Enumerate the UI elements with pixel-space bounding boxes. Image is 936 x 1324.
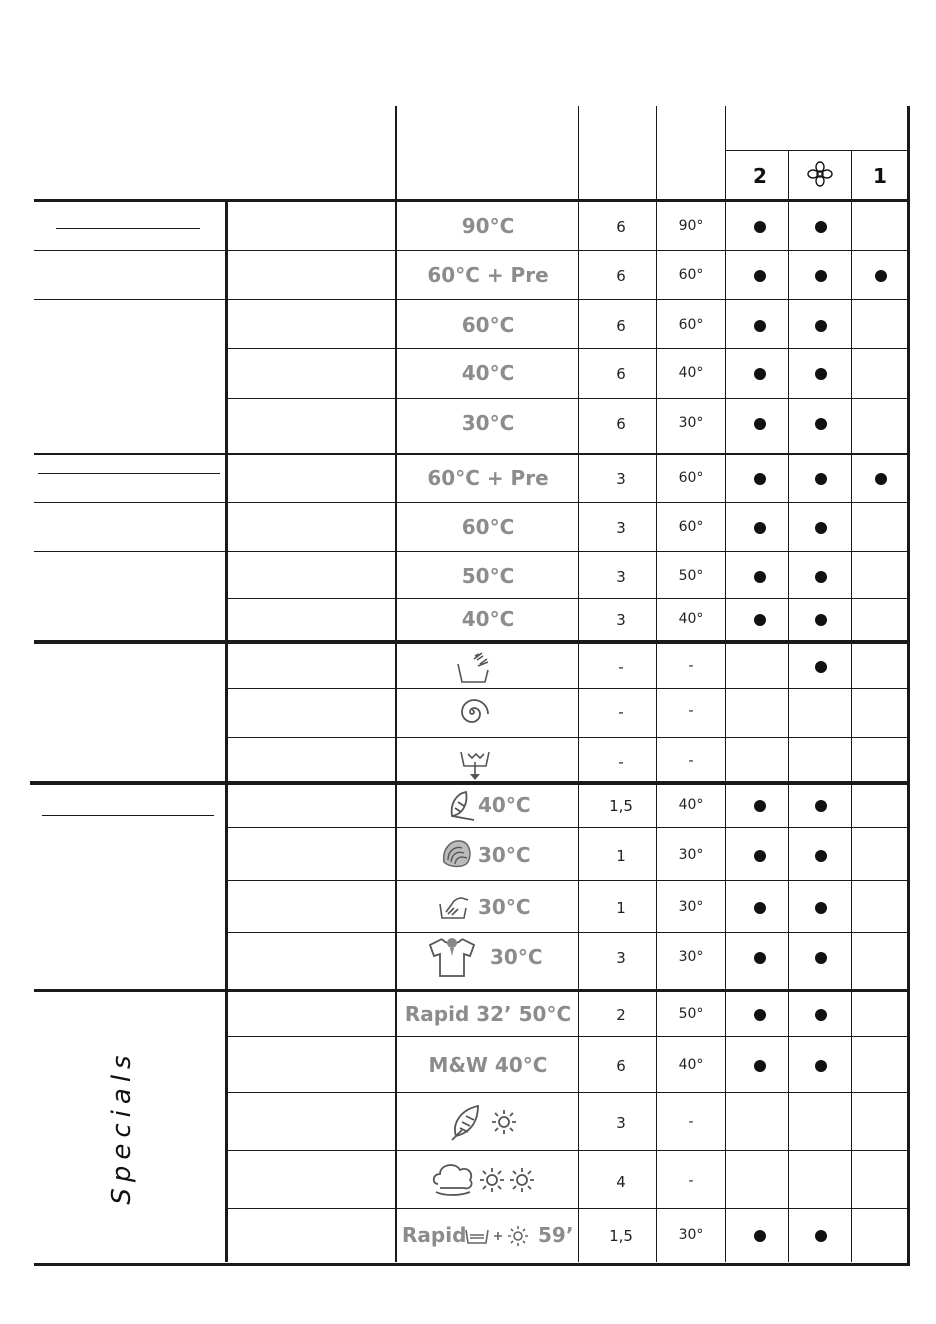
grid-line-h bbox=[226, 1036, 908, 1037]
grid-line-h bbox=[226, 551, 908, 552]
drain-icon bbox=[458, 746, 494, 782]
grid-line-h bbox=[226, 880, 908, 881]
max-load: 2 bbox=[616, 1006, 626, 1024]
max-load: 3 bbox=[616, 519, 626, 537]
program-label: 40°C bbox=[461, 607, 515, 631]
option-dot bbox=[754, 850, 766, 862]
grid-line-h bbox=[226, 1150, 908, 1151]
option-dot bbox=[815, 800, 827, 812]
wash-temp: 30° bbox=[678, 847, 704, 863]
option-dot bbox=[815, 1009, 827, 1021]
grid-line-h bbox=[226, 827, 908, 828]
program-label: 90°C bbox=[461, 214, 515, 238]
max-load: 1,5 bbox=[609, 797, 633, 815]
max-load: - bbox=[618, 658, 624, 676]
max-load: 6 bbox=[616, 218, 626, 236]
program-label: 60°C bbox=[461, 515, 515, 539]
grid-line-h bbox=[226, 1092, 908, 1093]
wash-temp: 40° bbox=[678, 1057, 704, 1073]
option-dot bbox=[815, 850, 827, 862]
option-dot bbox=[815, 1060, 827, 1072]
max-load: 3 bbox=[616, 949, 626, 967]
option-dot bbox=[815, 661, 827, 673]
max-load: 6 bbox=[616, 1057, 626, 1075]
rinse-icon bbox=[455, 652, 493, 686]
grid-line-h bbox=[226, 502, 908, 503]
grid-line-h bbox=[42, 815, 214, 816]
program-label: 40°C bbox=[461, 361, 515, 385]
program-suffix: 59’ bbox=[538, 1223, 574, 1247]
option-dot bbox=[754, 473, 766, 485]
option-dot bbox=[754, 614, 766, 626]
wash-temp: 60° bbox=[678, 317, 704, 333]
max-load: 4 bbox=[616, 1173, 626, 1191]
option-dot bbox=[815, 418, 827, 430]
grid-line-h bbox=[34, 299, 226, 300]
cloud-dry-icon bbox=[430, 1160, 540, 1200]
grid-line-h bbox=[226, 932, 908, 933]
grid-line-h bbox=[226, 1208, 908, 1209]
grid-line-h bbox=[226, 398, 908, 399]
wash-temp: 40° bbox=[678, 611, 704, 627]
option-dot bbox=[754, 571, 766, 583]
grid-line-h bbox=[226, 688, 908, 689]
program-label: Rapid 32’ 50°C bbox=[404, 1002, 572, 1026]
grid-line-h bbox=[226, 299, 908, 300]
wash-temp: 30° bbox=[678, 1227, 704, 1243]
grid-line-v bbox=[788, 150, 789, 1262]
delicate-dry-icon bbox=[448, 1102, 520, 1142]
max-load: 6 bbox=[616, 267, 626, 285]
option-dot bbox=[815, 522, 827, 534]
grid-line-h bbox=[34, 551, 226, 552]
grid-line-h bbox=[226, 453, 908, 455]
option-dot bbox=[815, 320, 827, 332]
program-temp-label: 30°C bbox=[490, 945, 543, 969]
grid-line-h bbox=[34, 640, 226, 644]
delicates-icon bbox=[446, 790, 476, 822]
grid-line-h bbox=[226, 640, 908, 644]
wash-temp: 40° bbox=[678, 365, 704, 381]
grid-line-h bbox=[226, 250, 908, 251]
max-load: 3 bbox=[616, 1114, 626, 1132]
grid-line-v bbox=[578, 106, 579, 1262]
max-load: - bbox=[618, 703, 624, 721]
max-load: 1 bbox=[616, 899, 626, 917]
grid-line-h bbox=[34, 453, 226, 455]
wash-temp: - bbox=[688, 1114, 694, 1130]
flower-icon bbox=[806, 160, 834, 188]
grid-line-h bbox=[226, 989, 908, 992]
option-dot bbox=[754, 902, 766, 914]
option-dot bbox=[815, 952, 827, 964]
program-label: M&W 40°C bbox=[428, 1053, 548, 1077]
max-load: 1 bbox=[616, 847, 626, 865]
wash-temp: 30° bbox=[678, 415, 704, 431]
program-label: 60°C + Pre bbox=[427, 466, 549, 490]
grid-line-v bbox=[395, 106, 397, 1262]
grid-line-h bbox=[226, 348, 908, 349]
grid-line-h bbox=[226, 781, 908, 785]
option-dot bbox=[754, 952, 766, 964]
program-prefix: Rapid bbox=[402, 1223, 467, 1247]
max-load: 6 bbox=[616, 365, 626, 383]
wash-dry-icon bbox=[464, 1223, 542, 1249]
option-dot bbox=[875, 473, 887, 485]
shirt-icon bbox=[426, 936, 478, 978]
option-dot bbox=[815, 368, 827, 380]
option-dot bbox=[815, 1230, 827, 1242]
wash-temp: - bbox=[688, 658, 694, 674]
option-dot bbox=[754, 320, 766, 332]
program-label: 30°C bbox=[461, 411, 515, 435]
wash-temp: 60° bbox=[678, 267, 704, 283]
grid-line-h bbox=[34, 502, 226, 503]
dryness-col-1: 1 bbox=[873, 164, 887, 188]
option-dot bbox=[754, 418, 766, 430]
dryness-col-2: 2 bbox=[753, 164, 767, 188]
option-dot bbox=[754, 1230, 766, 1242]
max-load: 3 bbox=[616, 470, 626, 488]
wash-temp: 30° bbox=[678, 949, 704, 965]
option-dot bbox=[754, 522, 766, 534]
program-label: 50°C bbox=[461, 564, 515, 588]
grid-line-h bbox=[56, 228, 200, 229]
specials-section-label: Specials bbox=[107, 1049, 137, 1205]
grid-line-h bbox=[30, 781, 226, 785]
option-dot bbox=[815, 473, 827, 485]
grid-line-h bbox=[226, 598, 908, 599]
max-load: 3 bbox=[616, 611, 626, 629]
grid-line-v bbox=[225, 200, 228, 1262]
wool-icon bbox=[440, 838, 474, 870]
grid-line-h bbox=[38, 473, 220, 474]
spin-icon bbox=[452, 694, 492, 730]
option-dot bbox=[754, 221, 766, 233]
option-dot bbox=[754, 1060, 766, 1072]
grid-line-h bbox=[34, 199, 908, 202]
wash-temp: 50° bbox=[678, 1006, 704, 1022]
wash-temp: 60° bbox=[678, 470, 704, 486]
option-dot bbox=[815, 614, 827, 626]
grid-line-v bbox=[656, 106, 657, 1262]
wash-temp: - bbox=[688, 703, 694, 719]
program-label: 60°C + Pre bbox=[427, 263, 549, 287]
wash-temp: - bbox=[688, 1173, 694, 1189]
option-dot bbox=[754, 368, 766, 380]
wash-temp: 30° bbox=[678, 899, 704, 915]
option-dot bbox=[754, 800, 766, 812]
wash-temp: 60° bbox=[678, 519, 704, 535]
option-dot bbox=[815, 270, 827, 282]
hand-wash-icon bbox=[438, 894, 472, 922]
option-dot bbox=[815, 221, 827, 233]
max-load: 6 bbox=[616, 415, 626, 433]
wash-temp: - bbox=[688, 753, 694, 769]
wash-temp: 50° bbox=[678, 568, 704, 584]
option-dot bbox=[754, 270, 766, 282]
grid-line-h bbox=[34, 1263, 910, 1266]
max-load: 3 bbox=[616, 568, 626, 586]
program-temp-label: 40°C bbox=[478, 793, 531, 817]
wash-temp: 40° bbox=[678, 797, 704, 813]
wash-temp: 90° bbox=[678, 218, 704, 234]
option-dot bbox=[815, 571, 827, 583]
grid-line-v bbox=[851, 150, 852, 1262]
max-load: - bbox=[618, 753, 624, 771]
grid-line-h bbox=[34, 989, 226, 992]
program-label: 60°C bbox=[461, 313, 515, 337]
option-dot bbox=[754, 1009, 766, 1021]
option-dot bbox=[815, 902, 827, 914]
program-temp-label: 30°C bbox=[478, 843, 531, 867]
grid-line-v bbox=[725, 106, 726, 1262]
max-load: 6 bbox=[616, 317, 626, 335]
grid-line-h bbox=[725, 150, 908, 151]
max-load: 1,5 bbox=[609, 1227, 633, 1245]
option-dot bbox=[875, 270, 887, 282]
program-temp-label: 30°C bbox=[478, 895, 531, 919]
grid-line-h bbox=[226, 737, 908, 738]
grid-line-h bbox=[34, 250, 226, 251]
